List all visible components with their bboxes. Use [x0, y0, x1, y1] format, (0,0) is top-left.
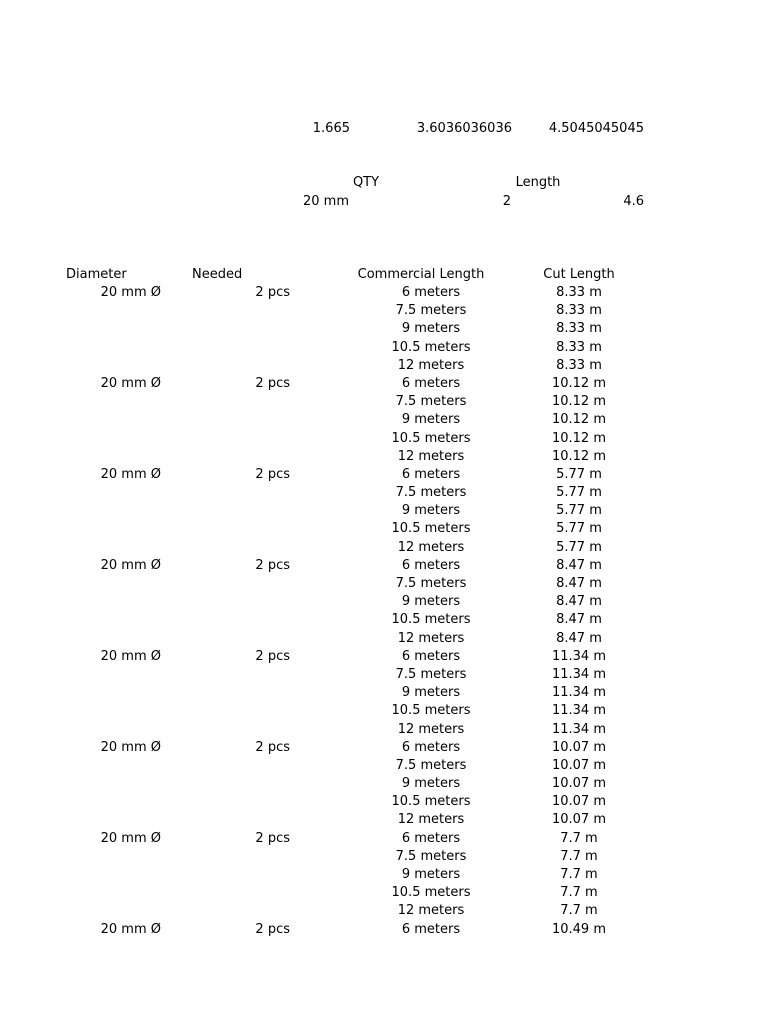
cut-length-cell: 7.7 m	[560, 848, 598, 864]
cut-length-cell: 11.34 m	[551, 685, 606, 701]
table-row	[0, 721, 768, 739]
table-row	[0, 921, 768, 939]
commercial-length-cell: 12 meters	[397, 812, 465, 828]
cut-length-cell: 10.12 m	[551, 448, 606, 464]
length-header: Length	[515, 175, 561, 190]
table-row	[0, 320, 768, 338]
needed-cell: 2 pcs	[255, 648, 290, 664]
table-row	[0, 411, 768, 429]
needed-cell: 2 pcs	[255, 375, 290, 391]
commercial-length-cell: 6 meters	[401, 285, 461, 300]
table-row	[0, 793, 768, 811]
cut-length-cell: 8.33 m	[556, 321, 602, 337]
table-row	[0, 430, 768, 448]
cut-length-cell: 10.07 m	[551, 794, 606, 810]
diameter-cell: 20 mm Ø	[100, 648, 161, 664]
cut-length-cell: 10.12 m	[551, 375, 606, 391]
commercial-length-cell: 6 meters	[401, 739, 461, 755]
table-row	[0, 502, 768, 520]
commercial-length-cell: 7.5 meters	[395, 303, 467, 319]
needed-cell: 2 pcs	[255, 466, 290, 482]
commercial-length-cell: 10.5 meters	[391, 794, 471, 810]
cut-length-cell: 7.7 m	[560, 903, 598, 919]
table-row	[0, 357, 768, 375]
cut-length-cell: 10.07 m	[551, 757, 606, 773]
cut-length-cell: 8.47 m	[556, 557, 602, 573]
diameter-cell: 20 mm Ø	[100, 830, 161, 846]
top-value-1: 1.665	[312, 121, 350, 136]
cut-table-body	[0, 284, 768, 939]
table-row	[0, 866, 768, 884]
cut-length-cell: 7.7 m	[560, 830, 598, 846]
cut-length-cell: 10.12 m	[551, 430, 606, 446]
cut-length-cell: 10.07 m	[551, 739, 606, 755]
top-value-2: 3.6036036036	[416, 121, 512, 136]
header-commercial-length: Commercial Length	[357, 267, 485, 282]
table-row	[0, 557, 768, 575]
table-row	[0, 375, 768, 393]
table-row	[0, 448, 768, 466]
commercial-length-cell: 10.5 meters	[391, 885, 471, 901]
cut-length-cell: 10.49 m	[551, 921, 606, 937]
cut-length-cell: 10.12 m	[551, 412, 606, 428]
commercial-length-cell: 9 meters	[401, 776, 461, 792]
header-cut-length: Cut Length	[543, 267, 615, 282]
diameter-cell: 20 mm Ø	[100, 739, 161, 755]
commercial-length-cell: 10.5 meters	[391, 612, 471, 628]
table-row	[0, 666, 768, 684]
qty-header: QTY	[352, 175, 380, 190]
commercial-length-cell: 6 meters	[401, 648, 461, 664]
commercial-length-cell: 12 meters	[397, 357, 465, 373]
diameter-cell: 20 mm Ø	[100, 921, 161, 937]
cut-length-cell: 7.7 m	[560, 867, 598, 882]
cut-length-cell: 10.07 m	[551, 776, 606, 792]
cut-length-cell: 11.34 m	[551, 666, 606, 682]
table-row	[0, 775, 768, 793]
table-row	[0, 757, 768, 775]
commercial-length-cell: 7.5 meters	[395, 666, 467, 682]
cut-length-cell: 5.77 m	[556, 466, 602, 482]
table-row	[0, 539, 768, 557]
table-row	[0, 520, 768, 538]
cut-length-cell: 10.07 m	[551, 812, 606, 828]
commercial-length-cell: 10.5 meters	[391, 339, 471, 355]
commercial-length-cell: 9 meters	[401, 594, 461, 610]
table-row	[0, 630, 768, 648]
commercial-length-cell: 12 meters	[397, 539, 465, 555]
table-row	[0, 884, 768, 902]
commercial-length-cell: 7.5 meters	[395, 394, 467, 410]
cut-length-cell: 5.77 m	[556, 503, 602, 519]
table-row	[0, 902, 768, 920]
cut-length-cell: 5.77 m	[556, 485, 602, 501]
commercial-length-cell: 7.5 meters	[395, 485, 467, 501]
table-row	[0, 302, 768, 320]
cut-length-cell: 11.34 m	[551, 703, 606, 719]
commercial-length-cell: 6 meters	[401, 375, 461, 391]
cut-length-cell: 7.7 m	[560, 885, 598, 901]
commercial-length-cell: 12 meters	[397, 903, 465, 919]
commercial-length-cell: 7.5 meters	[395, 848, 467, 864]
size-value: 20 mm	[302, 194, 349, 209]
cut-length-cell: 8.47 m	[556, 594, 602, 610]
top-value-3: 4.5045045045	[548, 121, 644, 136]
cut-length-cell: 8.47 m	[556, 612, 602, 628]
commercial-length-cell: 7.5 meters	[395, 576, 467, 591]
commercial-length-cell: 12 meters	[397, 448, 465, 464]
table-row	[0, 811, 768, 829]
header-needed: Needed	[192, 267, 243, 282]
qty-value: 2	[502, 194, 511, 209]
table-row	[0, 575, 768, 593]
table-row	[0, 739, 768, 757]
commercial-length-cell: 9 meters	[401, 503, 461, 519]
table-row	[0, 830, 768, 848]
needed-cell: 2 pcs	[255, 921, 290, 937]
cut-length-cell: 8.47 m	[556, 576, 602, 591]
commercial-length-cell: 6 meters	[401, 921, 461, 937]
commercial-length-cell: 10.5 meters	[391, 703, 471, 719]
cut-length-cell: 8.33 m	[556, 339, 602, 355]
commercial-length-cell: 10.5 meters	[391, 430, 471, 446]
commercial-length-cell: 10.5 meters	[391, 521, 471, 537]
commercial-length-cell: 9 meters	[401, 685, 461, 701]
cut-length-cell: 10.12 m	[551, 394, 606, 410]
needed-cell: 2 pcs	[255, 557, 290, 573]
commercial-length-cell: 6 meters	[401, 557, 461, 573]
table-row	[0, 593, 768, 611]
cut-length-cell: 5.77 m	[556, 521, 602, 537]
table-row	[0, 393, 768, 411]
table-row	[0, 611, 768, 629]
commercial-length-cell: 12 meters	[397, 721, 465, 737]
cut-length-cell: 8.33 m	[556, 357, 602, 373]
header-diameter: Diameter	[66, 267, 127, 282]
length-value: 4.6	[623, 194, 644, 209]
table-row	[0, 284, 768, 302]
table-row	[0, 848, 768, 866]
table-row	[0, 466, 768, 484]
cut-length-cell: 8.47 m	[556, 630, 602, 646]
commercial-length-cell: 9 meters	[401, 321, 461, 337]
table-row	[0, 648, 768, 666]
needed-cell: 2 pcs	[255, 739, 290, 755]
needed-cell: 2 pcs	[255, 285, 290, 300]
commercial-length-cell: 9 meters	[401, 867, 461, 882]
cut-length-cell: 11.34 m	[551, 648, 606, 664]
needed-cell: 2 pcs	[255, 830, 290, 846]
commercial-length-cell: 7.5 meters	[395, 757, 467, 773]
cut-length-cell: 8.33 m	[556, 303, 602, 319]
commercial-length-cell: 9 meters	[401, 412, 461, 428]
commercial-length-cell: 6 meters	[401, 830, 461, 846]
cut-length-cell: 8.33 m	[556, 285, 602, 300]
diameter-cell: 20 mm Ø	[100, 375, 161, 391]
diameter-cell: 20 mm Ø	[100, 285, 161, 300]
cut-length-cell: 11.34 m	[551, 721, 606, 737]
diameter-cell: 20 mm Ø	[100, 557, 161, 573]
cut-length-cell: 5.77 m	[556, 539, 602, 555]
table-row	[0, 684, 768, 702]
table-row	[0, 339, 768, 357]
commercial-length-cell: 12 meters	[397, 630, 465, 646]
diameter-cell: 20 mm Ø	[100, 466, 161, 482]
table-row	[0, 484, 768, 502]
table-row	[0, 702, 768, 720]
commercial-length-cell: 6 meters	[401, 466, 461, 482]
